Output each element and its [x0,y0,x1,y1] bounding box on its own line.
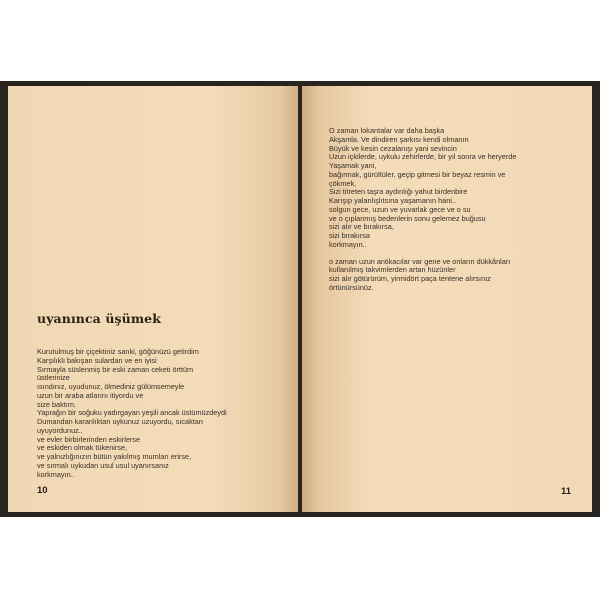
text-line: Akşamla. Ve dindiren şarkısı kendi olmanın [329,134,469,144]
text-line: O zaman lokantalar var daha başka [329,126,445,135]
text-line: korkmayın.. [37,469,75,479]
text-line: ve eskiden olmak tükenirse, [37,443,128,453]
text-line: sizi alır götürürüm, yirmidört paça tentene alırsınız [329,274,491,283]
text-line: Yaprağın bir soğuku yadırgayan yeşili ancak üstümüzdeydi [37,408,227,418]
text-line: Büyük ve kesin cezalanışı yani sevincin [329,143,457,153]
page-number-right: 11 [561,486,572,497]
text-line: uyuyordunuz.. [37,425,83,435]
text-line: Yaşamak yani, [329,161,377,170]
text-line: o zaman uzun antikacılar var gene ve onların dükkânları [329,256,511,266]
text-line: Karışıp yalanlışlıtsına yaşamanın hani.. [329,196,456,205]
text-line: Dumandan karanlıktan uykunuz uzuyordu, sıcaktan [37,417,203,426]
text-line: sizi alır ve bırakırsa, [329,222,394,232]
text-line: bağırmak, gürültüler, geçip gitmesi bir beyaz resmin ve [329,169,506,179]
text-line: Sırmayla süslenmiş bir eski zaman ceketi örttüm [37,364,194,374]
text-line: örtünürsünüz. [329,282,374,292]
text-line: ve evler birbirlerinden eskirlerse [37,434,141,444]
text-line: sizi bırakırsa [329,231,370,240]
page-number-left: 10 [37,485,48,496]
text-line: ve o çıplanmış bedenlerin sonu gelemez buğusu [329,213,486,223]
text-line: üstlerinize [37,373,70,383]
text-line: çökmek, [329,178,357,188]
text-line: ve yalnızlığınızın bütün yakılmış mumları erirse, [37,452,192,461]
text-line: uzun bir araba atlarını itiyordu ve [37,390,144,400]
left-poem-text [37,348,227,479]
text-line: Uzun içkilerde, uykulu zehirlerde, bir yıl sonra ve heryerde [329,152,517,162]
right-poem-text [329,127,516,293]
text-line: kullanılmış takvimlerden artan hüzünler [329,265,456,275]
text-line: Karşılıklı bakışan sulardan ve en iyisi [37,355,157,365]
left-page [8,86,298,512]
text-line: Sizi titreten taşra aydınlığı yahut birdenbire [329,187,468,197]
text-line: ısındınız, uyudunuz, ölmediniz gülümsemeyle [37,382,185,391]
right-page [302,86,592,512]
text-line: korkmayın.. [329,239,367,249]
text-line: size baktım. [37,399,76,409]
open-book [0,81,600,517]
poem-title: uyanınca üşümek [37,311,161,326]
text-line: Kurutulmuş bir çiçektiniz sanki, göğünüzü getirdim [37,347,199,356]
text-line: ve sırmalı uykudan usul usul uyanırsanız [37,460,169,470]
text-line: solgun gece, uzun ve yuvarlak gece ve o su [329,204,471,214]
